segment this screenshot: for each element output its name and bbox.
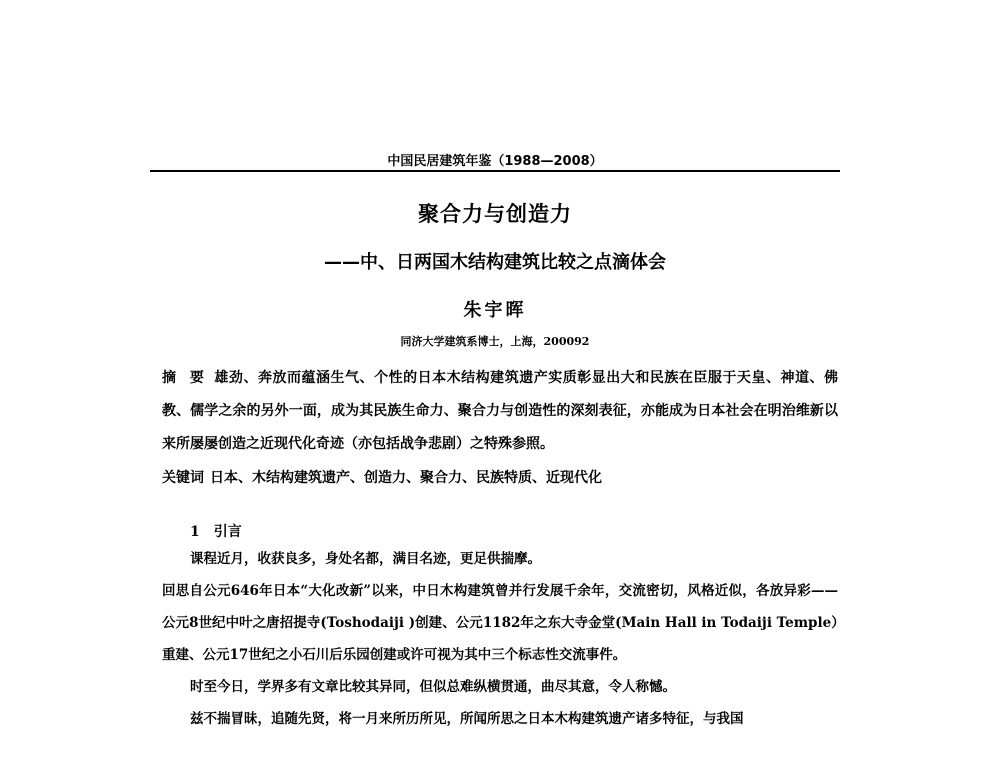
keywords <box>162 466 838 490</box>
body-paragraph: 时至今日，学界多有文章比较其异同，但似总难纵横贯通，曲尽其意，令人称憾。 <box>190 679 676 695</box>
abstract <box>162 362 838 461</box>
body-paragraph: 课程近月，收获良多，身处名都，满目名迹，更足供揣摩。 <box>190 551 541 567</box>
section-heading <box>190 521 242 541</box>
keywords-label: 关键词 <box>162 470 204 486</box>
author-affiliation: 同济大学建筑系博士，上海，200092 <box>400 335 590 348</box>
section-title: 引言 <box>213 524 242 540</box>
article-subtitle: ——中、日两国木结构建筑比较之点滴体会 <box>324 252 666 273</box>
author-name: 朱宇晖 <box>463 300 527 321</box>
abstract-label: 摘 要 <box>162 370 209 386</box>
body-paragraph: 兹不揣冒昧，追随先贤，将一月来所历所见，所闻所思之日本木构建筑遗产诸多特征，与我国 <box>190 711 744 727</box>
keywords-text: 日本、木结构建筑遗产、创造力、聚合力、民族特质、近现代化 <box>210 470 602 486</box>
section-body <box>162 543 838 735</box>
header-rule <box>150 170 840 172</box>
body-paragraph: 回思自公元646年日本“大化改新”以来，中日木构建筑曾并行发展千余年，交流密切，风格近似，各放异彩——公元8世纪中叶之唐招提寺(Toshodaiji )创建、公元1182年之东大寺金堂(Main Hall in Todaiji Temple）重建、公元17世纪之小石川后乐园创建或许可视为其中三个标志性交流事件。 <box>162 583 838 663</box>
abstract-text: 雄劲、奔放而蕴涵生气、个性的日本木结构建筑遗产实质彰显出大和民族在臣服于天皇、神道、佛教、儒学之余的另外一面，成为其民族生命力、聚合力与创造性的深刻表征，亦能成为日本社会在明治维新以来所屡屡创造之近现代化奇迹（亦包括战争悲剧）之特殊参照。 <box>162 370 839 452</box>
section-number: 1 <box>190 524 200 540</box>
running-header: 中国民居建筑年鉴（1988—2008） <box>387 154 603 169</box>
article-title: 聚合力与创造力 <box>418 202 572 226</box>
